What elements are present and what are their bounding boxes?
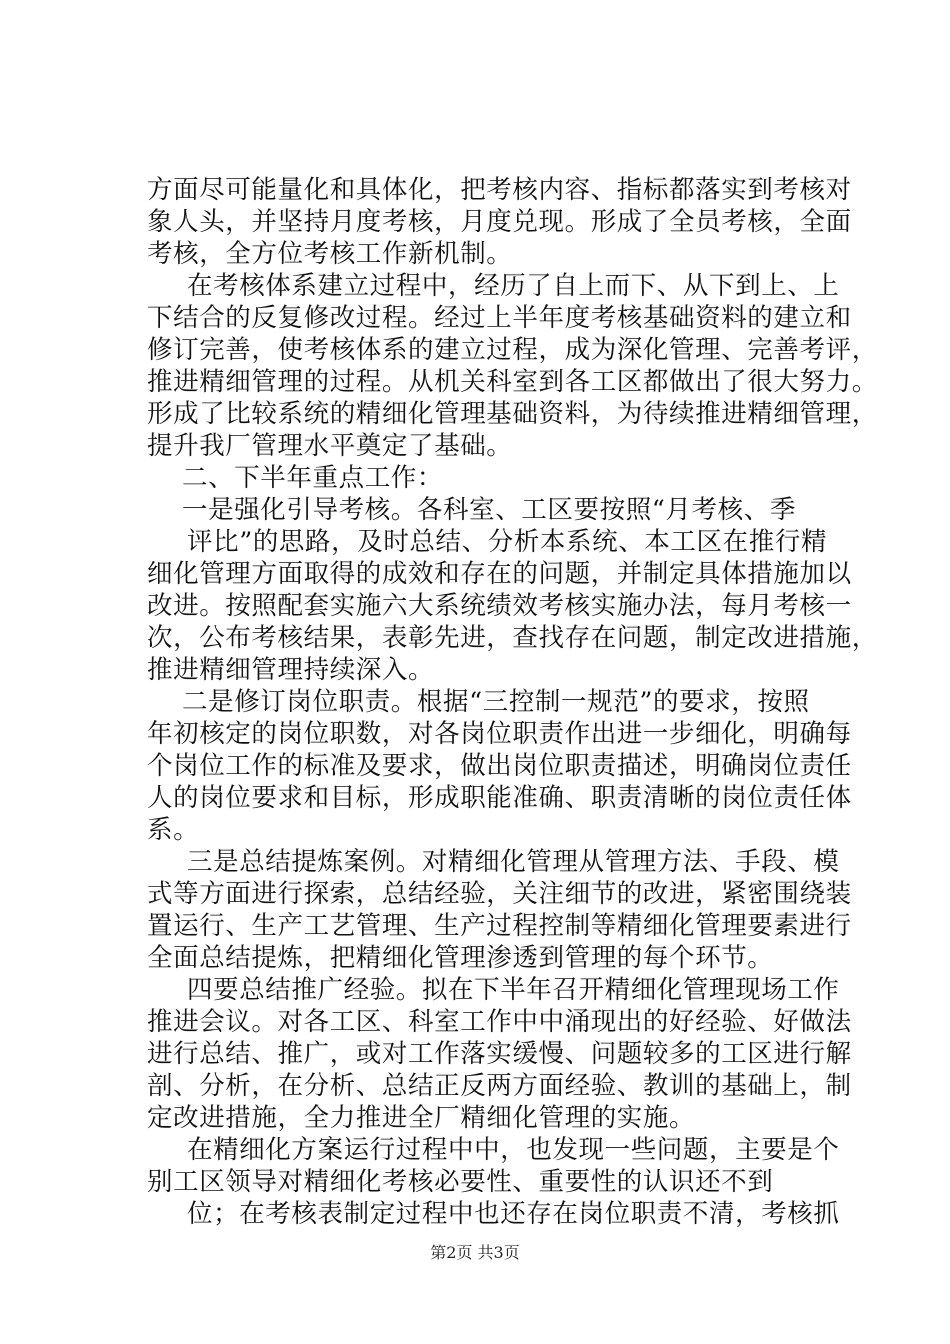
text-line: 提升我厂管理水平奠定了基础。	[147, 431, 513, 461]
text-line: 剖、分析，在分析、总结正反两方面经验、教训的基础上，制	[147, 1071, 852, 1101]
text-line: 细化管理方面取得的成效和存在的问题，并制定具体措施加以	[147, 559, 852, 589]
text-line: 形成了比较系统的精细化管理基础资料，为待续推进精细管理，	[147, 399, 878, 429]
page-footer: 第2页 共3页	[430, 1243, 520, 1262]
text-line: 考核，全方位考核工作新机制。	[147, 239, 513, 269]
text-line: 置运行、生产工艺管理、生产过程控制等精细化管理要素进行	[147, 911, 852, 941]
text-line: 推进精细管理持续深入。	[147, 655, 435, 685]
text-line: 四要总结推广经验。拟在下半年召开精细化管理现场工作	[187, 975, 840, 1005]
text-line: 年初核定的岗位职数，对各岗位职责作出进一步细化，明确每	[147, 719, 852, 749]
text-line: 别工区领导对精细化考核必要性、重要性的认识还不到	[147, 1167, 774, 1197]
text-line: 系。	[147, 815, 200, 845]
text-line: 推进会议。对各工区、科室工作中中涌现出的好经验、好做法	[147, 1007, 852, 1037]
text-line: 在精细化方案运行过程中中，也发现一些问题，主要是个	[187, 1135, 840, 1165]
text-line: 方面尽可能量化和具体化，把考核内容、指标都落实到考核对	[147, 175, 852, 205]
text-line: 一是强化引导考核。各科室、工区要按照“月考核、季	[182, 495, 796, 525]
text-line: 式等方面进行探索，总结经验，关注细节的改进，紧密围绕装	[147, 879, 852, 909]
text-line: 定改进措施，全力推进全厂精细化管理的实施。	[147, 1103, 696, 1133]
text-line: 进行总结、推广，或对工作落实缓慢、问题较多的工区进行解	[147, 1039, 852, 1069]
text-line: 二是修订岗位职责。根据“三控制一规范”的要求，按照	[182, 687, 810, 717]
text-line: 在考核体系建立过程中，经历了自上而下、从下到上、上	[187, 271, 840, 301]
text-line: 下结合的反复修改过程。经过上半年度考核基础资料的建立和	[147, 303, 852, 333]
section-heading: 二、下半年重点工作：	[182, 463, 444, 493]
text-line: 改进。按照配套实施六大系统绩效考核实施办法，每月考核一	[147, 591, 852, 621]
text-line: 推进精细管理的过程。从机关科室到各工区都做出了很大努力。	[147, 367, 878, 397]
text-line: 象人头，并坚持月度考核，月度兑现。形成了全员考核，全面	[147, 207, 852, 237]
text-line: 三是总结提炼案例。对精细化管理从管理方法、手段、模	[187, 847, 840, 877]
text-line: 评比”的思路，及时总结、分析本系统、本工区在推行精	[187, 527, 828, 557]
text-line: 次，公布考核结果，表彰先进，查找存在问题，制定改进措施，	[147, 623, 878, 653]
text-line: 修订完善，使考核体系的建立过程，成为深化管理、完善考评，	[147, 335, 878, 365]
text-line: 全面总结提炼，把精细化管理渗透到管理的每个环节。	[147, 943, 774, 973]
text-line: 个岗位工作的标准及要求，做出岗位职责描述，明确岗位责任	[147, 751, 852, 781]
text-line: 位；在考核表制定过程中也还存在岗位职责不清，考核抓	[187, 1199, 840, 1229]
text-line: 人的岗位要求和目标，形成职能准确、职责清晰的岗位责任体	[147, 783, 852, 813]
